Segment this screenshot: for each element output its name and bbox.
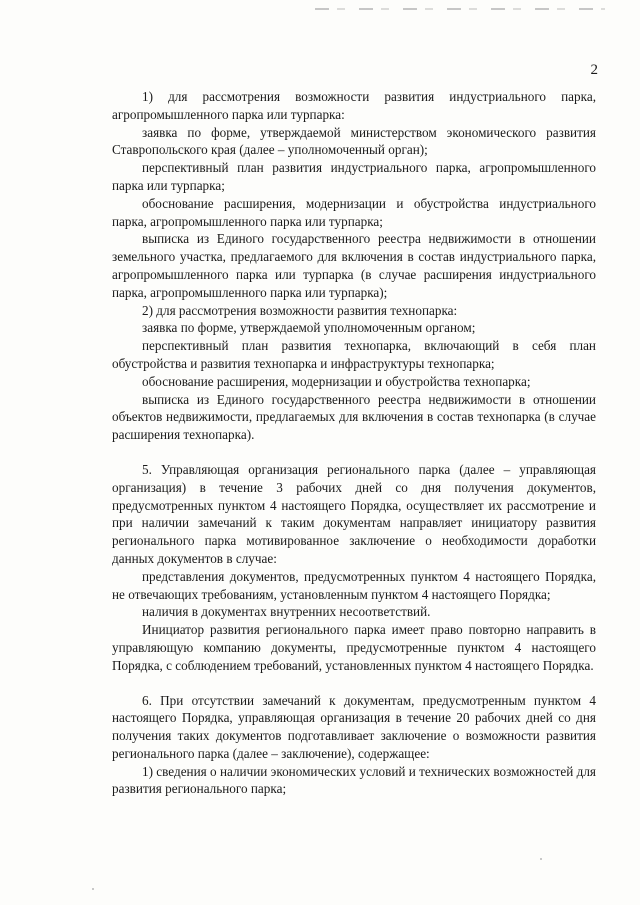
paragraph-case-inconsistency: наличия в документах внутренних несоответствий. <box>142 604 431 620</box>
paragraph-case-submission: представления документов, предусмотренных пунктом 4 настоящего Порядка, не отвечающих требованиям, установленным пунктом 4 настоящего Порядка; <box>112 568 596 602</box>
paragraph-technopark-registry-extract: выписка из Единого государственного реестра недвижимости в отношении объектов недвижимости, предлагаемых для включения в состав технопарка (в случае расширения технопарка). <box>112 391 596 443</box>
paragraph-item-2: 2) для рассмотрения возможности развития технопарка: <box>142 302 458 318</box>
document-body <box>112 88 596 798</box>
paragraph-application-form: заявка по форме, утверждаемой министерством экономического развития Ставропольского края (далее – уполномоченный орган); <box>112 124 596 158</box>
paragraph-justification: обоснование расширения, модернизации и обустройства индустриального парка, агропромышленного парка или турпарка; <box>112 195 596 229</box>
paragraph-development-plan: перспективный план развития индустриального парка, агропромышленного парка или турпарка; <box>112 160 596 193</box>
paragraph-technopark-plan: перспективный план развития технопарка, включающий в себя план обустройства и развития технопарка и инфраструктуры технопарка; <box>112 338 596 371</box>
paragraph-resubmission-right: Инициатор развития регионального парка имеет право повторно направить в управляющую компанию документы, предусмотренные пунктом 4 настоящего Порядка, с соблюдением требований, установленных пунктом 4 настоящего Порядка. <box>112 622 596 673</box>
scan-speck <box>540 858 542 860</box>
paragraph-technopark-application: заявка по форме, утверждаемой уполномоченным органом; <box>142 320 476 336</box>
scan-artifact-line <box>315 8 605 10</box>
scan-speck <box>92 888 94 890</box>
paragraph-item-1: 1) для рассмотрения возможности развития индустриального парка, агропромышленного парка или турпарка: <box>112 89 596 122</box>
paragraph-conclusion-item-1: 1) сведения о наличии экономических условий и технических возможностей для развития регионального парка; <box>112 763 596 797</box>
paragraph-section-5: 5. Управляющая организация регионального парка (далее – управляющая организация) в течение 3 рабочих дней со дня получения документов, предусмотренных пунктом 4 настоящего Порядка, осуществляет их рассмотрение и при наличии замечаний к таким документам направляет инициатору развития регионального парка мотивированное заключение о необходимости доработки данных документов в случае: <box>112 461 596 566</box>
paragraph-registry-extract: выписка из Единого государственного реестра недвижимости в отношении земельного участка, предлагаемого для включения в состав индустриального парка, агропромышленного парка или турпарка (в случае расширения индустриального парка, агропромышленного парка или турпарка); <box>112 231 596 300</box>
paragraph-section-6: 6. При отсутствии замечаний к документам, предусмотренным пунктом 4 настоящего Порядка, управляющая организация в течение 20 рабочих дней со дня получения таких документов подготавливает заключение о возможности развития регионального парка (далее – заключение), содержащее: <box>112 692 596 761</box>
paragraph-technopark-justification: обоснование расширения, модернизации и обустройства технопарка; <box>142 373 531 389</box>
page-number: 2 <box>590 62 598 78</box>
